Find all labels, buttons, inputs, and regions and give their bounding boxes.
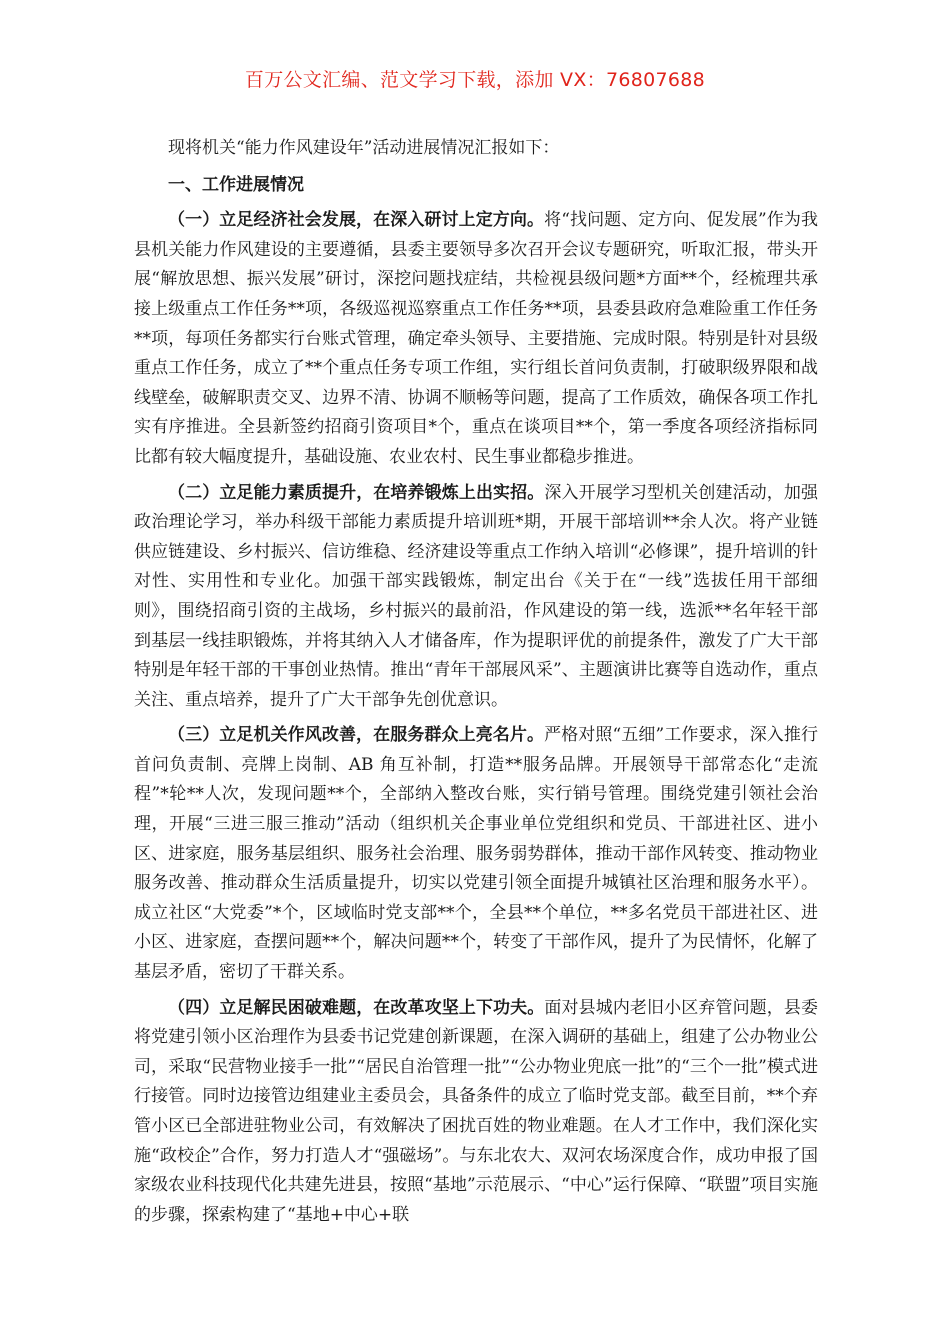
paragraph-item-2 <box>134 479 818 716</box>
intro-paragraph: 现将机关“能力作风建设年”活动进展情况汇报如下： <box>168 138 560 158</box>
paragraph-item-3 <box>134 721 818 987</box>
paragraph-lead: （四）立足解民困破难题，在改革攻坚上下功夫。 <box>168 997 545 1018</box>
header-banner: 百万公文汇编、范文学习下载，添加 VX：76807688 <box>244 69 706 91</box>
paragraph-item-4 <box>134 994 818 1231</box>
paragraph-lead: （一）立足经济社会发展，在深入研讨上定方向。 <box>168 210 545 231</box>
paragraph-item-1 <box>134 206 818 472</box>
paragraph-lead: （二）立足能力素质提升，在培养锻炼上出实招。 <box>168 482 545 503</box>
paragraph-body: 将“找问题、定方向、促发展”作为我县机关能力作风建设的主要遵循，县委主要领导多次召开会议专题研究，听取汇报，带头开展“解放思想、振兴发展”研讨，深挖问题找症结，共检视县级问题*方面**个，经梳理共承接上级重点工作任务**项，各级巡视巡察重点工作任务**项，县委县政府急难险重工作任务**项，每项任务都实行台账式管理，确定牵头领导、主要措施、完成时限。特别是针对县级重点工作任务，成立了**个重点任务专项工作组，实行组长首问负责制，打破职级界限和战线壁垒，破解职责交叉、边界不清、协调不顺畅等问题，提高了工作质效，确保各项工作扎实有序推进。全县新签约招商引资项目*个，重点在谈项目**个，第一季度各项经济指标同比都有较大幅度提升，基础设施、农业农村、民生事业都稳步推进。 <box>134 210 818 467</box>
paragraph-lead: （三）立足机关作风改善，在服务群众上亮名片。 <box>168 725 545 746</box>
paragraph-body: 严格对照“五细”工作要求，深入推行首问负责制、亮牌上岗制、AB 角互补制，打造**服务品牌。开展领导干部常态化“走流程”*轮**人次，发现问题**个，全部纳入整改台账，实行销号管理。围绕党建引领社会治理，开展“三进三服三推动”活动（组织机关企事业单位党组织和党员、干部进社区、进小区、进家庭，服务基层组织、服务社会治理、服务弱势群体，推动干部作风转变、推动物业服务改善、推动群众生活质量提升，切实以党建引领全面提升城镇社区治理和服务水平）。成立社区“大党委”*个，区域临时党支部**个，全县**个单位，**多名党员干部进社区、进小区、进家庭，查摆问题**个，解决问题**个，转变了干部作风，提升了为民情怀，化解了基层矛盾，密切了干群关系。 <box>134 725 818 983</box>
document-body <box>134 134 818 1236</box>
section-heading: 一、工作进展情况 <box>168 174 304 195</box>
paragraph-body: 面对县城内老旧小区弃管问题，县委将党建引领小区治理作为县委书记党建创新课题，在深入调研的基础上，组建了公办物业公司，采取“民营物业接手一批”“居民自治管理一批”“公办物业兜底一批”的“三个一批”模式进行接管。同时边接管边组建业主委员会，具备条件的成立了临时党支部。截至目前，**个弃管小区已全部进驻物业公司，有效解决了困扰百姓的物业难题。在人才工作中，我们深化实施“政校企”合作，努力打造人才“强磁场”。与东北农大、双河农场深度合作，成功申报了国家级农业科技现代化共建先进县，按照“基地”示范展示、“中心”运行保障、“联盟”项目实施的步骤，探索构建了“基地+中心+联 <box>134 997 819 1225</box>
paragraph-body: 深入开展学习型机关创建活动，加强政治理论学习，举办科级干部能力素质提升培训班*期，开展干部培训**余人次。将产业链供应链建设、乡村振兴、信访维稳、经济建设等重点工作纳入培训“必修课”，提升培训的针对性、实用性和专业化。加强干部实践锻炼，制定出台《关于在“一线”选拔任用干部细则》，围绕招商引资的主战场，乡村振兴的最前沿，作风建设的第一线，选派**名年轻干部到基层一线挂职锻炼，并将其纳入人才储备库，作为提职评优的前提条件，激发了广大干部特别是年轻干部的干事创业热情。推出“青年干部展风采”、主题演讲比赛等自选动作，重点关注、重点培养，提升了广大干部争先创优意识。 <box>134 482 819 710</box>
